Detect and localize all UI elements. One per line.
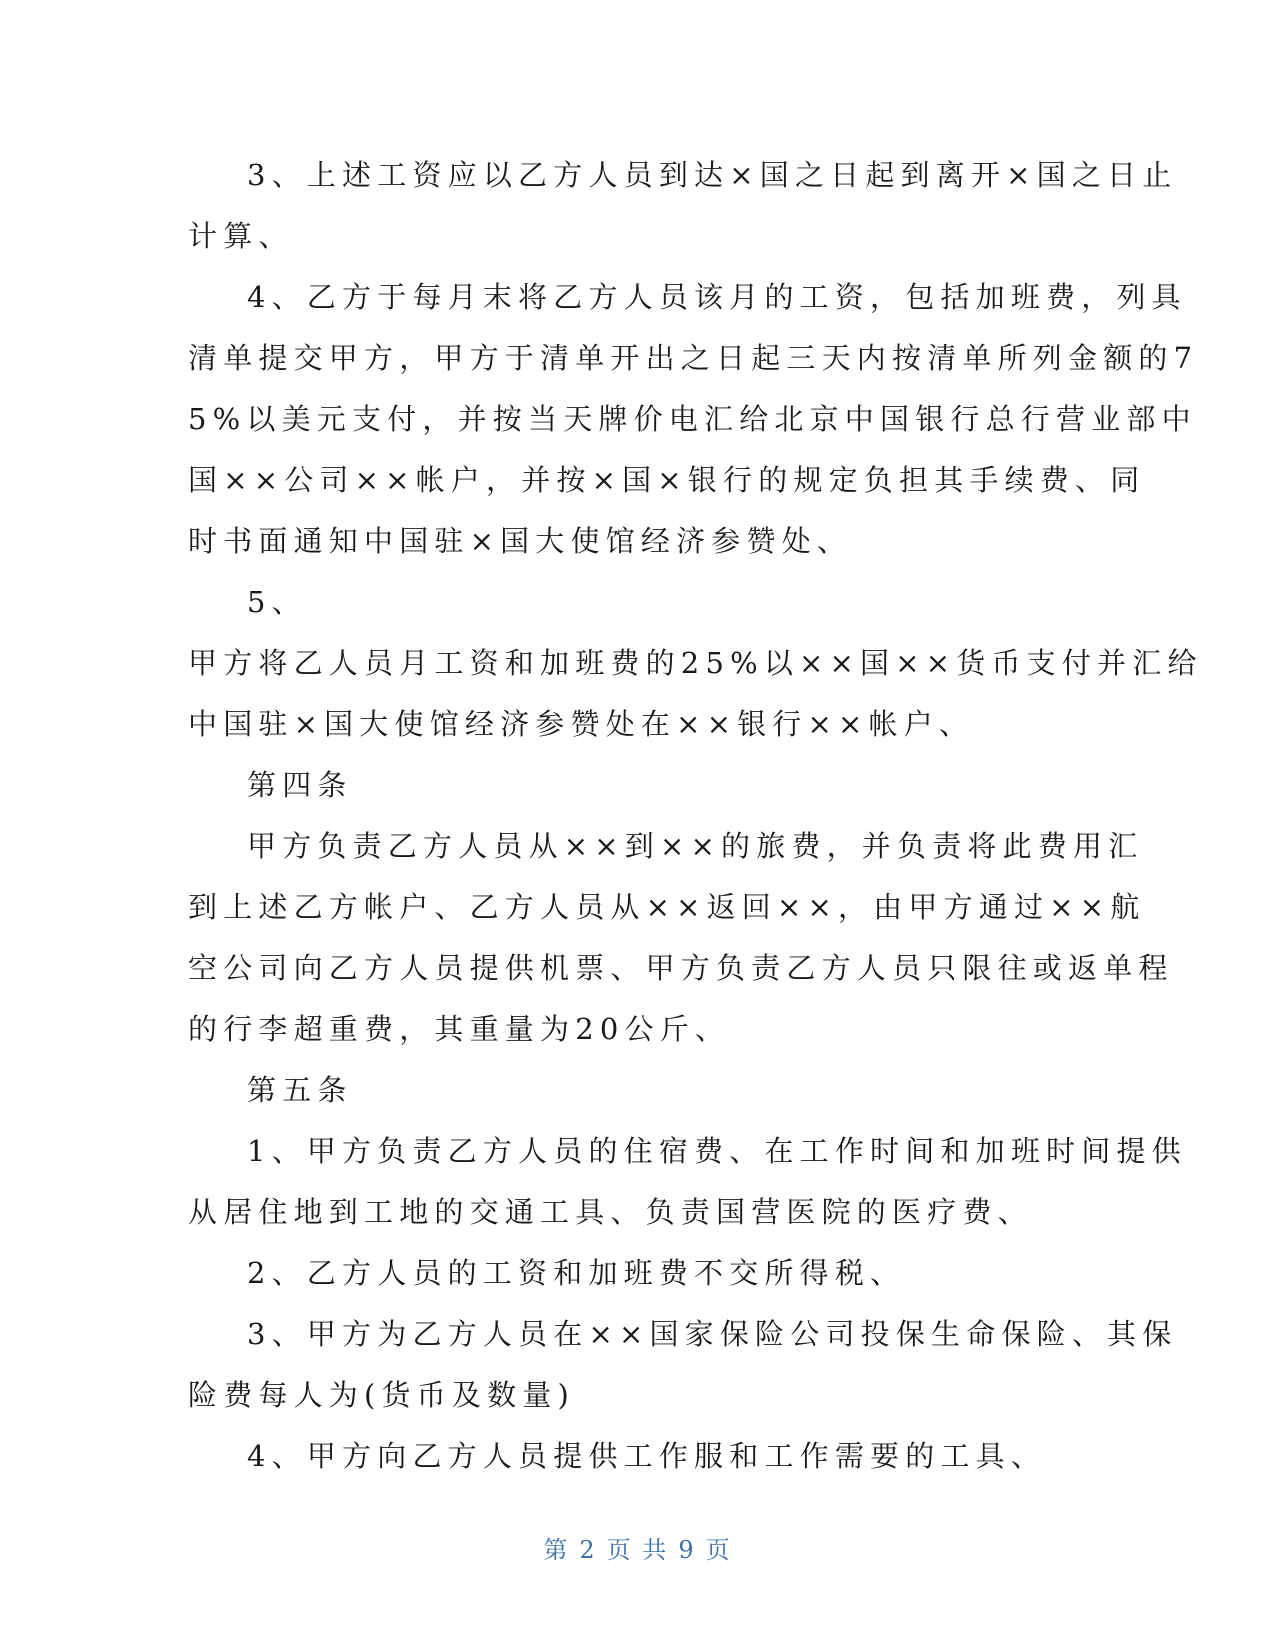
footer-suffix: 页 [705,1536,732,1564]
body-line: 清单提交甲方，甲方于清单开出之日起三天内按清单所列金额的7 [188,341,1199,375]
body-line: 的行李超重费，其重量为20公斤、 [188,1012,731,1046]
footer-prefix: 第 [543,1536,570,1564]
footer-total-pages: 9 [678,1536,696,1564]
body-line: 5%以美元支付，并按当天牌价电汇给北京中国银行总行营业部中 [188,402,1197,436]
body-line: 时书面通知中国驻×国大使馆经济参赞处、 [188,524,853,558]
body-line: 国××公司××帐户，并按×国×银行的规定负担其手续费、同 [188,463,1146,497]
footer-middle: 页 共 [606,1536,669,1564]
body-line: 3、上述工资应以乙方人员到达×国之日起到离开×国之日止 [247,158,1178,192]
body-line: 甲方将乙人员月工资和加班费的25%以××国××货币支付并汇给 [188,646,1203,680]
body-line: 1、甲方负责乙方人员的住宿费、在工作时间和加班时间提供 [247,1134,1187,1168]
body-line: 险费每人为(货币及数量) [188,1378,576,1412]
body-line: 5、 [247,585,307,619]
body-line: 甲方负责乙方人员从××到××的旅费，并负责将此费用汇 [247,829,1144,863]
body-line: 到上述乙方帐户、乙方人员从××返回××，由甲方通过××航 [188,890,1146,924]
page-footer [0,1530,1275,1565]
article-heading: 第四条 [247,768,353,802]
body-line: 中国驻×国大使馆经济参赞处在××银行××帐户、 [188,707,975,741]
document-body [188,145,1203,1487]
body-line: 2、乙方人员的工资和加班费不交所得税、 [247,1256,906,1290]
body-line: 空公司向乙方人员提供机票、甲方负责乙方人员只限往或返单程 [188,951,1174,985]
body-line: 从居住地到工地的交通工具、负责国营医院的医疗费、 [188,1195,1033,1229]
body-line: 3、甲方为乙方人员在××国家保险公司投保生命保险、其保 [247,1317,1178,1351]
article-heading: 第五条 [247,1073,353,1107]
body-line: 计算、 [188,219,294,253]
footer-current-page: 2 [579,1536,597,1564]
body-line: 4、乙方于每月末将乙方人员该月的工资，包括加班费，列具 [247,280,1187,314]
body-line: 4、甲方向乙方人员提供工作服和工作需要的工具、 [247,1439,1047,1473]
